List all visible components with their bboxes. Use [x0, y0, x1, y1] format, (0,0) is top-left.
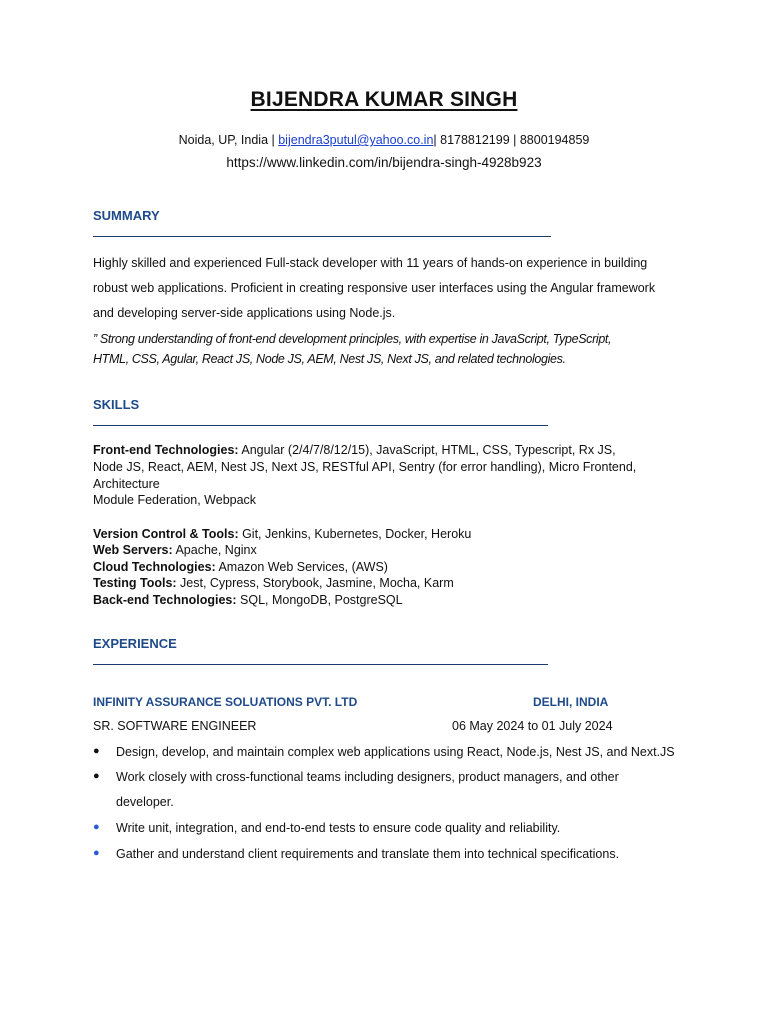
bullet-dot-icon: ● — [93, 770, 100, 782]
bullet-dot-icon: ● — [93, 745, 100, 757]
summary-heading: SUMMARY — [93, 208, 160, 223]
skills-divider — [93, 425, 548, 426]
skill-value: Amazon Web Services, (AWS) — [215, 560, 388, 574]
responsibility-item: Gather and understand client requirements and translate them into technical specifications. — [116, 847, 620, 861]
skill-frontend — [93, 443, 616, 457]
skill-cloud — [93, 560, 388, 574]
skill-value: SQL, MongoDB, PostgreSQL — [236, 593, 403, 607]
linkedin-url: https://www.linkedin.com/in/bijendra-singh-4928b923 — [226, 155, 542, 170]
job-title: SR. SOFTWARE ENGINEER — [93, 719, 257, 733]
experience-heading: EXPERIENCE — [93, 636, 177, 651]
skills-heading: SKILLS — [93, 397, 140, 412]
bullet-dot-icon: ● — [93, 847, 100, 859]
skill-value: Git, Jenkins, Kubernetes, Docker, Heroku — [238, 527, 472, 541]
summary-line: and developing server-side applications using Node.js. — [93, 306, 396, 320]
responsibility-item: Write unit, integration, and end-to-end tests to ensure code quality and reliability. — [116, 821, 561, 835]
skill-version-control — [93, 527, 471, 541]
resume-name: BIJENDRA KUMAR SINGH — [250, 88, 518, 111]
skill-label: Front-end Technologies: — [93, 443, 239, 457]
skill-label: Version Control & Tools: — [93, 527, 239, 541]
skill-label: Web Servers: — [93, 543, 173, 557]
summary-line: Highly skilled and experienced Full-stack developer with 11 years of hands-on experience in building — [93, 256, 648, 270]
skill-web-servers — [93, 543, 257, 557]
skill-frontend-continued: Architecture — [93, 477, 160, 491]
skill-value: Apache, Nginx — [172, 543, 257, 557]
skill-value: Jest, Cypress, Storybook, Jasmine, Mocha, Karm — [176, 576, 454, 590]
skill-label: Back-end Technologies: — [93, 593, 237, 607]
responsibility-item: Design, develop, and maintain complex web applications using React, Node.js, Nest JS, and Next.JS — [116, 745, 675, 759]
contact-line — [0, 133, 768, 147]
experience-divider — [93, 664, 548, 665]
summary-divider — [93, 236, 551, 237]
email-link[interactable]: bijendra3putul@yahoo.co.in — [278, 133, 434, 147]
skill-value: Angular (2/4/7/8/12/15), JavaScript, HTML, CSS, Typescript, Rx JS, — [238, 443, 616, 457]
job-dates: 06 May 2024 to 01 July 2024 — [452, 719, 613, 733]
skill-label: Cloud Technologies: — [93, 560, 216, 574]
skill-testing — [93, 576, 454, 590]
skill-frontend-continued: Node JS, React, AEM, Nest JS, Next JS, RESTful API, Sentry (for error handling), Micro Frontend, — [93, 460, 637, 474]
summary-line: robust web applications. Proficient in creating responsive user interfaces using the Angular framework — [93, 281, 656, 295]
company-name: INFINITY ASSURANCE SOLUATIONS PVT. LTD — [93, 695, 358, 709]
skill-label: Testing Tools: — [93, 576, 177, 590]
summary-highlight-line: ” Strong understanding of front-end development principles, with expertise in JavaScript, TypeScript, — [93, 332, 612, 346]
contact-location: Noida, UP, India | — [178, 133, 279, 147]
responsibility-item-continued: developer. — [116, 795, 174, 809]
bullet-dot-icon: ● — [93, 821, 100, 833]
responsibility-item: Work closely with cross-functional teams including designers, product managers, and other — [116, 770, 619, 784]
contact-phones: | 8178812199 | 8800194859 — [433, 133, 590, 147]
company-location: DELHI, INDIA — [533, 695, 609, 709]
skill-backend — [93, 593, 403, 607]
skill-frontend-continued: Module Federation, Webpack — [93, 493, 257, 507]
summary-highlight-line: HTML, CSS, Agular, React JS, Node JS, AEM, Nest JS, Next JS, and related technologies. — [93, 352, 566, 366]
